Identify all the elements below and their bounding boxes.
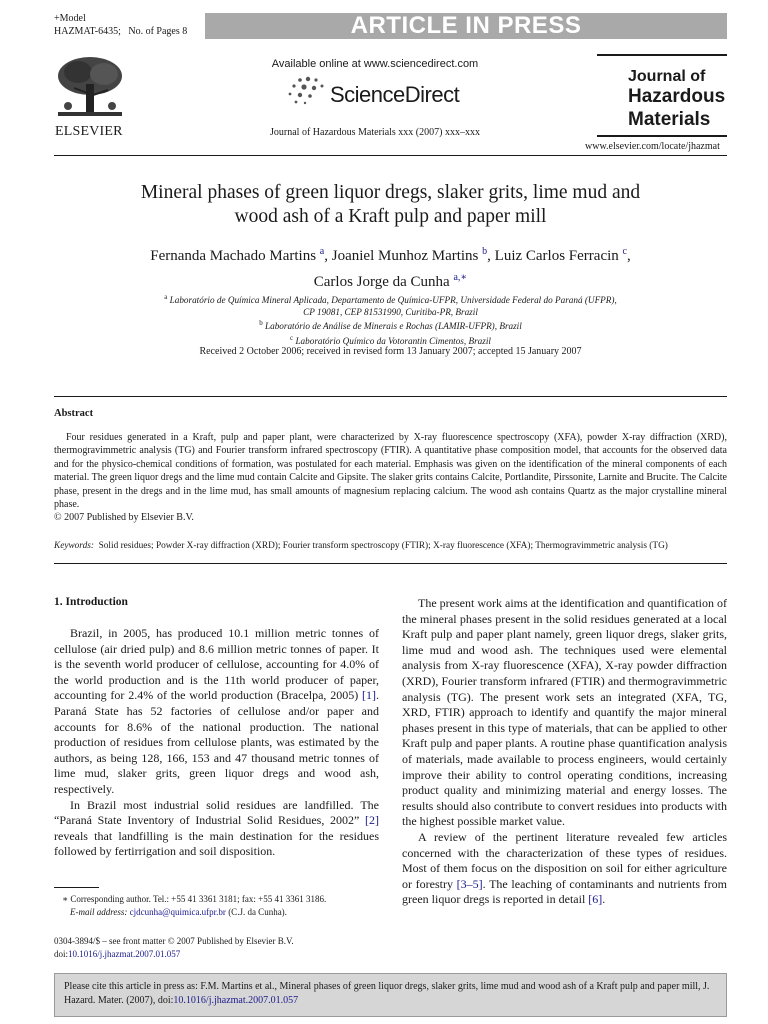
header-rule — [54, 155, 727, 156]
model-tag: +Model — [54, 13, 86, 24]
paragraph-text: reveals that landfilling is the main destination for the residues followed by fertirrigation and soil disposition. — [54, 828, 379, 859]
journal-logo-word-materials: Materials — [628, 109, 711, 130]
citation-link[interactable]: [1] — [362, 688, 376, 703]
journal-logo-line2 — [628, 85, 725, 131]
author-line1 — [54, 241, 727, 267]
abstract-body — [54, 431, 727, 525]
journal-logo-bottom-rule — [597, 135, 727, 137]
paragraph — [54, 798, 379, 860]
author-list — [54, 241, 727, 293]
paragraph-text: . — [602, 892, 606, 907]
paragraph — [54, 626, 379, 798]
journal-logo-word-hazardous: Hazardous — [628, 86, 726, 107]
affiliation-text: Laboratório de Análise de Minerais e Rochas (LAMIR-UFPR), Brazil — [265, 321, 522, 332]
journal-url[interactable]: www.elsevier.com/locate/jhazmat — [585, 141, 720, 152]
elsevier-tree-logo — [54, 54, 126, 122]
journal-logo-line1: Journal of — [628, 68, 706, 85]
paragraph — [402, 830, 727, 908]
author-name: Fernanda Machado Martins — [150, 248, 317, 264]
footnote-rule — [54, 887, 99, 888]
affiliation-mark: b — [259, 319, 263, 328]
abstract-bottom-rule — [54, 563, 727, 564]
affiliation-mark: a — [164, 293, 168, 301]
affiliation-text: CP 19081, CEP 81531990, Curitiba-PR, Brazil — [303, 306, 478, 317]
manuscript-code — [54, 26, 187, 37]
author-affiliation-mark[interactable]: b — [482, 246, 488, 257]
right-column — [402, 596, 727, 908]
corresponding-author: ∗ Corresponding author. Tel.: +55 41 3361 3181; fax: +55 41 3361 3186. — [62, 894, 327, 904]
journal-citation: Journal of Hazardous Materials xxx (2007) xxx–xxx — [270, 127, 480, 138]
author-name: Joaniel Munhoz Martins — [331, 248, 479, 264]
author-affiliation-mark[interactable]: c — [622, 246, 627, 257]
paragraph-text: . Paraná State has 52 factories of cellulose and/or paper and accounts for 8.6% of the national production. The national production of residues from cellulose plants, was estimated by the authors, as being 128, 166, 153 and 47 thousand metric tonnes of lime mud, slaker grits, green liquor dregs and wood ash, respectively. — [54, 688, 379, 796]
paragraph: The present work aims at the identification and quantification of the mineral phases present in the solid residues generated at a local Kraft pulp and paper plant namely, green liquor dregs, slaker grits, lime mud and wood ash. The techniques used were elemental analysis from X-ray fluorescence (XFA), X-ray powder diffraction (XRD), Fourier transform infrared (FTIR) and thermogravimmetric analysis (TG). The present work sets an integrated (XFA, TG, XRD, FTIR) approach to identify and quantify the major mineral phases present in this type of materials, that can be applied to other Kraft pulp and paper plants. A routine phase quantification analysis of materials, made available to process engineers, would certainly improve their ability to control operating conditions, increasing product quality and minimizing material and energy losses. The results should also contribute to convert residues into products with the highest possible market value. — [402, 596, 727, 829]
page-count: No. of Pages 8 — [128, 26, 188, 37]
author-separator: , — [324, 248, 332, 264]
citation-link[interactable]: [2] — [365, 813, 379, 828]
keywords-text: Solid residues; Powder X-ray diffraction (XRD); Fourier transform spectroscopy (FTIR); X-ray fluorescence (XFA); Thermogravimmetric analysis (TG) — [98, 541, 668, 551]
email-label: E-mail address: — [70, 907, 128, 917]
affiliation-a — [54, 292, 727, 307]
affiliations — [54, 292, 727, 347]
article-title-line2: wood ash of a Kraft pulp and paper mill — [234, 206, 547, 227]
paragraph-text: Brazil, in 2005, has produced 10.1 million metric tonnes of cellulose (air dried pulp) and 8.6 million metric tonnes of paper. It is the seventh world producer of cellulose, accounting for 4.0% of the world production and is the 11th world producer of paper, accounting for 2.4% of the world production (Bracelpa, 2005) — [54, 626, 379, 703]
doi-line — [54, 948, 384, 961]
affiliation-b — [54, 318, 727, 333]
author-line2 — [54, 267, 727, 293]
paragraph-text: . The leaching of contaminants and nutrients from green liquor dregs is reported in detail — [402, 876, 727, 907]
paragraph-text: A review of the pertinent literature revealed few articles concerned with the characterization of these types of residues. Most of them focus on the disposition on soil for either agriculture or forestry — [402, 829, 727, 891]
cite-this-article-box — [54, 973, 727, 1017]
author-name: Carlos Jorge da Cunha — [313, 274, 450, 290]
affiliation-text: Laboratório de Química Mineral Aplicada, Departamento de Química-UFPR, Universidade Federal do Paraná (UFPR), — [169, 295, 617, 306]
sciencedirect-dots-icon — [288, 76, 328, 106]
paragraph-text: In Brazil most industrial solid residues are landfilled. The “Paraná State Inventory of Industrial Solid Residues, 2002” — [54, 797, 379, 828]
keywords — [54, 541, 727, 551]
affiliation-a-cont — [54, 307, 727, 319]
email-suffix: (C.J. da Cunha). — [225, 907, 287, 917]
author-separator: , — [626, 248, 631, 264]
doi-label: doi: — [54, 949, 69, 959]
abstract-copyright: © 2007 Published by Elsevier B.V. — [54, 512, 194, 524]
affiliation-c — [54, 333, 727, 348]
issn-line: 0304-3894/$ – see front matter © 2007 Published by Elsevier B.V. — [54, 936, 294, 946]
citation-link[interactable]: [3–5] — [456, 876, 483, 891]
author-separator: , — [487, 248, 495, 264]
front-matter — [54, 935, 384, 961]
article-title-line1: Mineral phases of green liquor dregs, slaker grits, lime mud and — [140, 182, 641, 203]
article-in-press-label: ARTICLE IN PRESS — [350, 12, 582, 39]
publisher-name: ELSEVIER — [55, 124, 123, 139]
left-column — [54, 626, 379, 860]
author-affiliation-mark[interactable]: a — [319, 246, 325, 257]
abstract-heading: Abstract — [54, 408, 94, 419]
footnote — [54, 893, 384, 919]
cite-text: Please cite this article in press as: F.M. Martins et al., Mineral phases of green liquor dregs, slaker grits, lime mud and wood ash of a Kraft pulp and paper mill, J. Hazard. Mater. (2007), doi: — [64, 981, 710, 1006]
available-online: Available online at www.sciencedirect.com — [271, 58, 479, 70]
abstract-top-rule — [54, 396, 727, 397]
sciencedirect-wordmark: ScienceDirect — [330, 82, 460, 107]
journal-code: HAZMAT-6435; — [54, 26, 121, 37]
citation-link[interactable]: [6] — [588, 892, 603, 907]
author-name: Luiz Carlos Ferracin — [494, 248, 619, 264]
journal-logo-top-rule — [597, 54, 727, 56]
affiliation-text: Laboratório Químico da Votorantin Cimentos, Brazil — [295, 335, 491, 346]
email-line — [54, 906, 384, 919]
email-link[interactable]: cjdcunha@quimica.ufpr.br — [129, 907, 226, 917]
received-dates: Received 2 October 2006; received in revised form 13 January 2007; accepted 15 January 2007 — [199, 346, 582, 357]
article-title — [54, 181, 727, 229]
author-affiliation-mark[interactable]: a,∗ — [453, 272, 468, 283]
affiliation-mark: c — [290, 333, 294, 342]
cite-doi-link[interactable]: 10.1016/j.jhazmat.2007.01.057 — [173, 994, 299, 1006]
keywords-label: Keywords: — [54, 541, 94, 551]
abstract-text: Four residues generated in a Kraft, pulp and paper plant, were characterized by X-ray fluorescence spectroscopy (XFA), powder X-ray diffraction (XRD), thermogravimmetric analysis (TG) and Fourier transform infrared spectroscopy (FTIR). A quantitative phase composition model, that accounts for the observed data and for the physico-chemical conditions of formation, was postulated for each material. Emphasis was given on the identification of the mineral components of each material. The green liquor dregs and the lime mud contain Calcite and Gipsite. The slaker grits contains Calcite, Portlandite, Pirssonite, Larnite and Brucite. The Calcite phase, present in the dregs and in the lime mud, has small amounts of magnesium replacing calcium. The wood ash contains Quartz as the major crystalline mineral phase. — [54, 432, 727, 511]
doi-link[interactable]: 10.1016/j.jhazmat.2007.01.057 — [68, 949, 181, 959]
section-heading-introduction: 1. Introduction — [54, 596, 128, 608]
